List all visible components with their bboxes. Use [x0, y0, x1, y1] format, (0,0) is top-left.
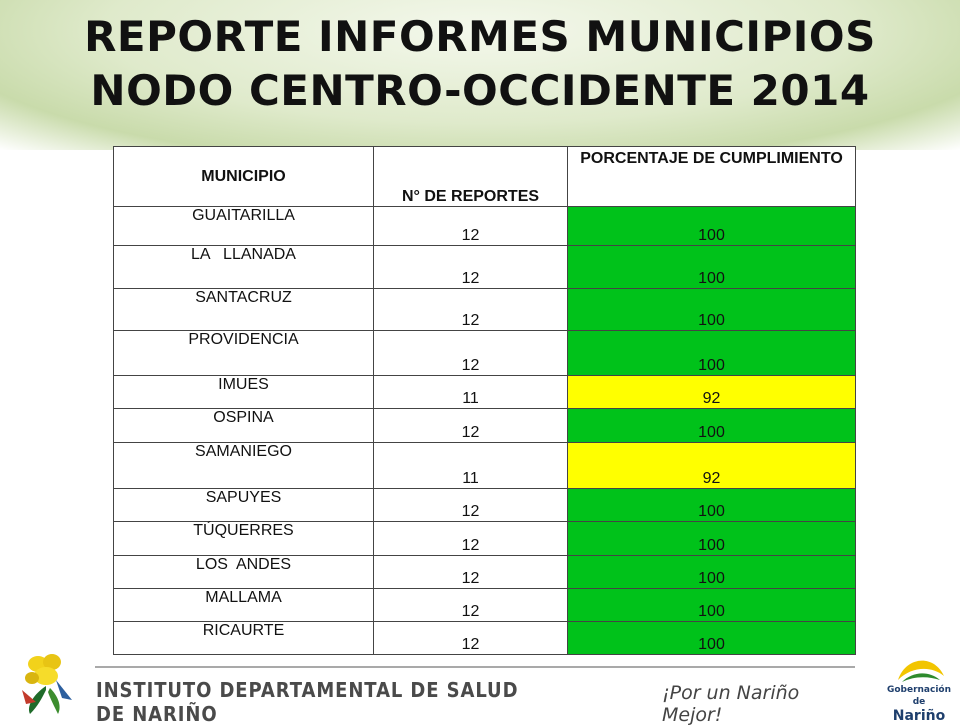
cell-reportes: 12 [374, 331, 568, 376]
cell-reportes: 12 [374, 522, 568, 556]
cell-reportes: 11 [374, 443, 568, 489]
cell-porcentaje: 100 [568, 207, 856, 246]
cell-municipio: OSPINA [114, 409, 374, 443]
cell-municipio: PROVIDENCIA [114, 331, 374, 376]
cell-porcentaje: 100 [568, 331, 856, 376]
cell-porcentaje: 100 [568, 556, 856, 589]
footer-divider [95, 666, 855, 668]
header-reportes: N° DE REPORTES [374, 147, 568, 207]
cell-porcentaje: 100 [568, 289, 856, 331]
table-row [114, 289, 856, 331]
slogan-text: ¡Por un Nariño Mejor! [662, 682, 800, 726]
page-title-line-1: REPORTE INFORMES MUNICIPIOS [84, 12, 876, 61]
institution-name: INSTITUTO DEPARTAMENTAL DE SALUD DE NARIÑO [96, 678, 519, 726]
cell-municipio: GUAITARILLA [114, 207, 374, 246]
table-row [114, 246, 856, 289]
cell-municipio: SAMANIEGO [114, 443, 374, 489]
cell-reportes: 12 [374, 289, 568, 331]
cell-municipio: IMUES [114, 376, 374, 409]
cell-municipio: SAPUYES [114, 489, 374, 522]
gobernacion-logo-text [884, 684, 954, 724]
cell-municipio: TÚQUERRES [114, 522, 374, 556]
table-row [114, 207, 856, 246]
cell-reportes: 12 [374, 622, 568, 655]
table-row [114, 376, 856, 409]
cell-porcentaje: 100 [568, 489, 856, 522]
header-porcentaje: PORCENTAJE DE CUMPLIMIENTO [568, 147, 856, 207]
table-row [114, 409, 856, 443]
cell-reportes: 12 [374, 589, 568, 622]
cell-porcentaje: 100 [568, 409, 856, 443]
cell-reportes: 12 [374, 489, 568, 522]
page-title-line-2: NODO CENTRO-OCCIDENTE 2014 [90, 66, 870, 115]
cell-reportes: 12 [374, 207, 568, 246]
cell-reportes: 12 [374, 409, 568, 443]
table-row [114, 556, 856, 589]
cell-porcentaje: 100 [568, 589, 856, 622]
cell-porcentaje: 100 [568, 246, 856, 289]
orchid-flower-logo-icon [16, 650, 76, 716]
cell-porcentaje: 92 [568, 376, 856, 409]
table-row [114, 622, 856, 655]
table-row [114, 489, 856, 522]
gobernacion-logo-text-2: Nariño [892, 708, 946, 724]
table-row [114, 589, 856, 622]
cell-municipio: MALLAMA [114, 589, 374, 622]
cell-porcentaje: 92 [568, 443, 856, 489]
report-table-body [114, 207, 856, 655]
cell-reportes: 12 [374, 556, 568, 589]
report-table [113, 146, 856, 655]
table-row [114, 331, 856, 376]
cell-reportes: 12 [374, 246, 568, 289]
cell-municipio: RICAURTE [114, 622, 374, 655]
cell-municipio: LA LLANADA [114, 246, 374, 289]
cell-porcentaje: 100 [568, 622, 856, 655]
table-row [114, 443, 856, 489]
cell-porcentaje: 100 [568, 522, 856, 556]
table-header-row [114, 147, 856, 207]
table-row [114, 522, 856, 556]
cell-municipio: SANTACRUZ [114, 289, 374, 331]
header-municipio: MUNICIPIO [114, 147, 374, 207]
gobernacion-logo-text-1: Gobernación de [886, 685, 952, 707]
cell-reportes: 11 [374, 376, 568, 409]
cell-municipio: LOS ANDES [114, 556, 374, 589]
